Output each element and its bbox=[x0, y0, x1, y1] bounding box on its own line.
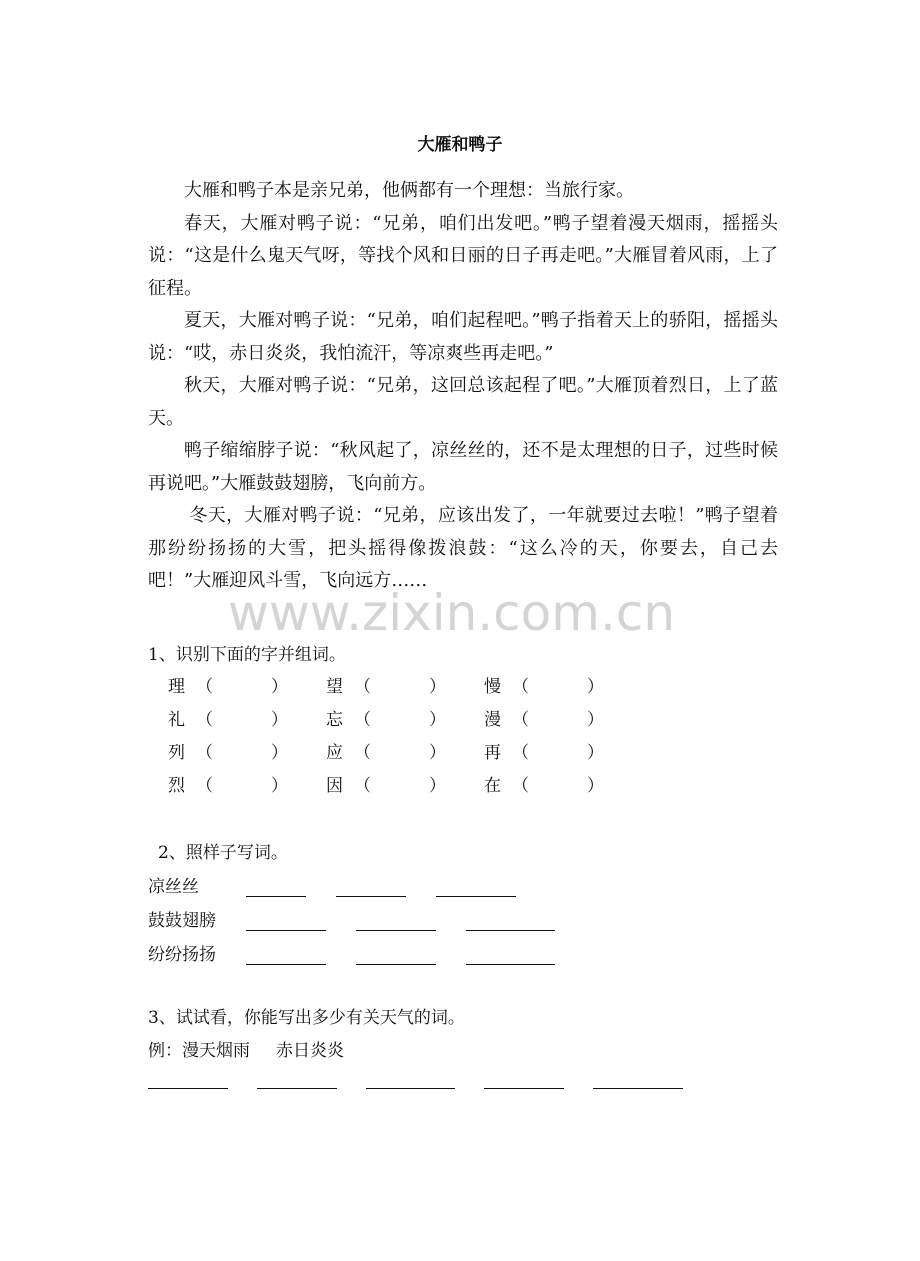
answer-box[interactable]: （ ） bbox=[354, 776, 446, 796]
char: 列 bbox=[168, 743, 185, 763]
char: 漫 bbox=[484, 710, 501, 730]
grid-cell bbox=[168, 705, 326, 738]
answer-blank[interactable] bbox=[366, 1070, 455, 1089]
example-label: 例： bbox=[148, 1041, 182, 1061]
story-text bbox=[148, 175, 778, 598]
question-1-prompt: 1、识别下面的字并组词。 bbox=[148, 645, 346, 665]
grid-cell bbox=[484, 771, 642, 804]
write-row bbox=[148, 906, 555, 931]
grid-cell bbox=[168, 771, 326, 804]
example-word: 漫天烟雨 bbox=[182, 1041, 250, 1061]
story-paragraph: 大雁和鸭子本是亲兄弟，他俩都有一个理想：当旅行家。 bbox=[184, 180, 634, 201]
page-title: 大雁和鸭子 bbox=[417, 135, 503, 155]
char: 慢 bbox=[484, 677, 501, 697]
example-word: 赤日炎炎 bbox=[276, 1041, 344, 1061]
grid-cell bbox=[326, 672, 484, 705]
grid-row bbox=[168, 771, 642, 804]
answer-box[interactable]: （ ） bbox=[354, 710, 446, 730]
sample-word: 纷纷扬扬 bbox=[148, 945, 216, 965]
question-1-grid bbox=[168, 672, 642, 804]
story-paragraph: 秋天，大雁对鸭子说：“兄弟，这回总该起程了吧。”大雁顶着烈日，上了蓝天。 bbox=[148, 375, 778, 429]
write-row bbox=[148, 872, 516, 897]
char: 再 bbox=[484, 743, 501, 763]
answer-blank[interactable] bbox=[356, 912, 436, 931]
answer-box[interactable]: （ ） bbox=[512, 710, 604, 730]
answer-blank[interactable] bbox=[466, 912, 555, 931]
story-paragraph: 夏天，大雁对鸭子说：“兄弟，咱们起程吧。”鸭子指着天上的骄阳，摇摇头说：“哎，赤日炎炎，我怕流汗，等凉爽些再走吧。” bbox=[148, 310, 778, 364]
answer-blank[interactable] bbox=[356, 946, 436, 965]
answer-blank[interactable] bbox=[466, 946, 555, 965]
char: 礼 bbox=[168, 710, 185, 730]
grid-row bbox=[168, 705, 642, 738]
story-paragraph: 鸭子缩缩脖子说：“秋风起了，凉丝丝的，还不是太理想的日子，过些时候再说吧。”大雁鼓鼓翅膀，飞向前方。 bbox=[148, 440, 778, 494]
answer-blank[interactable] bbox=[593, 1070, 683, 1089]
sample-word: 凉丝丝 bbox=[148, 877, 199, 897]
story-paragraph: 春天，大雁对鸭子说：“兄弟，咱们出发吧。”鸭子望着漫天烟雨，摇摇头说：“这是什么鬼天气呀，等找个风和日丽的日子再走吧。”大雁冒着风雨，上了征程。 bbox=[148, 212, 778, 299]
grid-row bbox=[168, 738, 642, 771]
char: 应 bbox=[326, 743, 343, 763]
sample-word: 鼓鼓翅膀 bbox=[148, 911, 216, 931]
answer-blank[interactable] bbox=[148, 1070, 228, 1089]
example-line bbox=[148, 1036, 344, 1061]
write-row bbox=[148, 940, 555, 965]
char: 在 bbox=[484, 776, 501, 796]
grid-cell bbox=[326, 771, 484, 804]
answer-box[interactable]: （ ） bbox=[512, 776, 604, 796]
char: 理 bbox=[168, 677, 185, 697]
story-paragraph: 冬天，大雁对鸭子说：“兄弟，应该出发了，一年就要过去啦！”鸭子望着那纷纷扬扬的大雪，把头摇得像拨浪鼓：“这么冷的天，你要去，自己去吧！”大雁迎风斗雪，飞向远方…… bbox=[148, 505, 778, 591]
answer-box[interactable]: （ ） bbox=[512, 677, 604, 697]
answer-box[interactable]: （ ） bbox=[354, 677, 446, 697]
answer-blank[interactable] bbox=[257, 1070, 337, 1089]
answer-box[interactable]: （ ） bbox=[354, 743, 446, 763]
question-2-prompt: 2、照样子写词。 bbox=[158, 843, 288, 863]
answer-blank[interactable] bbox=[246, 878, 306, 897]
char: 望 bbox=[326, 677, 343, 697]
answer-blank[interactable] bbox=[484, 1070, 564, 1089]
answer-blank[interactable] bbox=[336, 878, 406, 897]
answer-box[interactable]: （ ） bbox=[196, 776, 288, 796]
answer-box[interactable]: （ ） bbox=[196, 710, 288, 730]
grid-cell bbox=[484, 738, 642, 771]
grid-cell bbox=[484, 672, 642, 705]
answer-box[interactable]: （ ） bbox=[512, 743, 604, 763]
watermark: www.zixin.com.cn bbox=[228, 584, 676, 642]
question-3-prompt: 3、试试看，你能写出多少有关天气的词。 bbox=[148, 1008, 465, 1028]
answer-blank[interactable] bbox=[246, 946, 326, 965]
answer-blank[interactable] bbox=[436, 878, 516, 897]
grid-cell bbox=[326, 738, 484, 771]
grid-cell bbox=[168, 672, 326, 705]
grid-cell bbox=[484, 705, 642, 738]
grid-row bbox=[168, 672, 642, 705]
char: 因 bbox=[326, 776, 343, 796]
char: 忘 bbox=[326, 710, 343, 730]
answer-box[interactable]: （ ） bbox=[196, 743, 288, 763]
grid-cell bbox=[168, 738, 326, 771]
char: 烈 bbox=[168, 776, 185, 796]
answer-box[interactable]: （ ） bbox=[196, 677, 288, 697]
answer-blank[interactable] bbox=[246, 912, 326, 931]
grid-cell bbox=[326, 705, 484, 738]
